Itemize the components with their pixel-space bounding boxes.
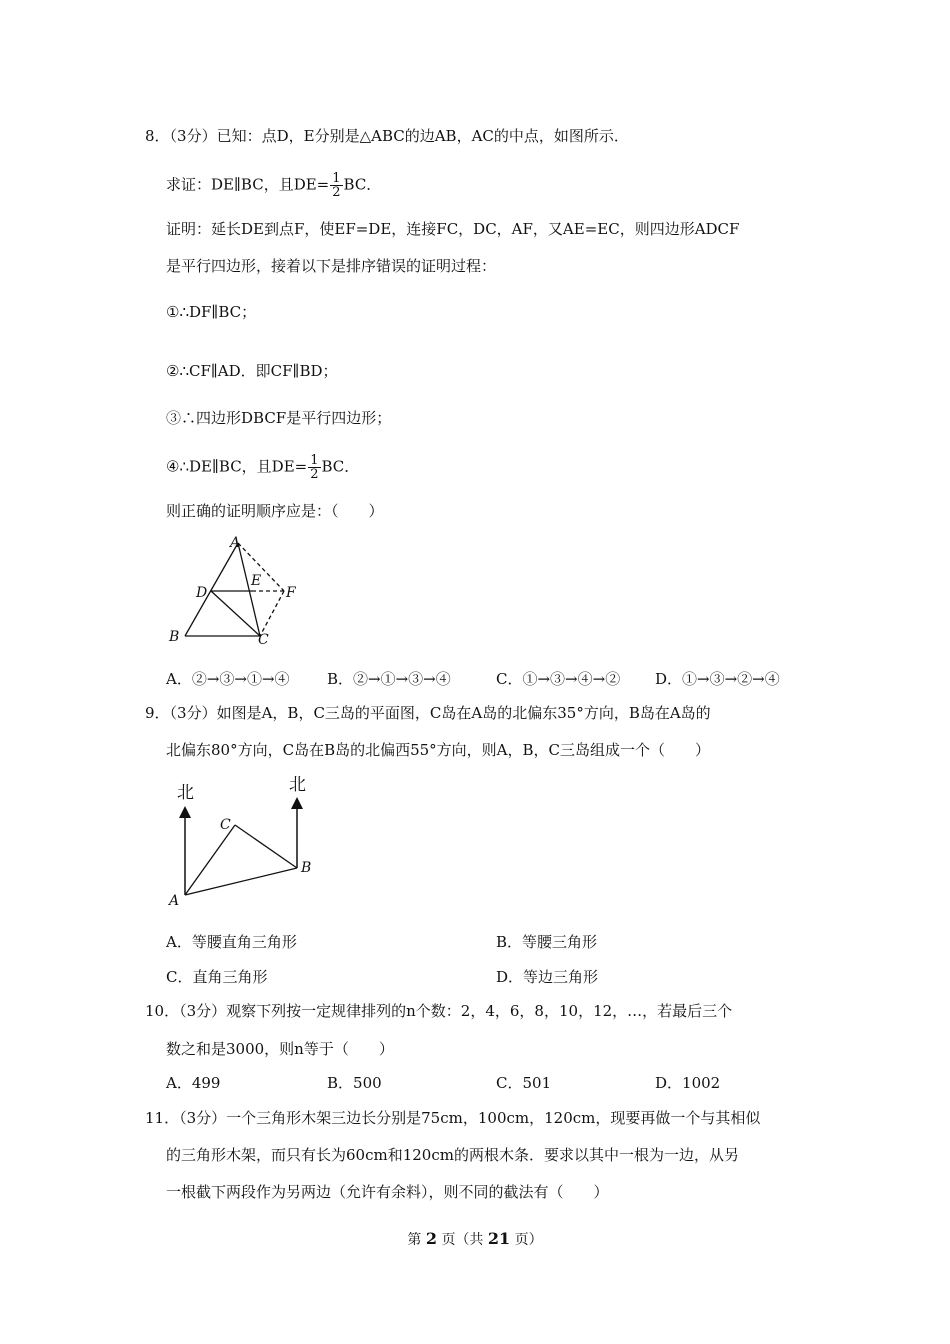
q8-step4-fraction [308, 454, 320, 481]
q8-prove-rest: DE∥BC，且DE= [211, 175, 330, 194]
q8-step4-frac-num: 1 [310, 453, 319, 468]
q8-option-c-text: ①→③→④→② [522, 670, 621, 688]
q8-option-b-label: B． [327, 670, 354, 688]
q9-option-d-label: D． [496, 968, 524, 986]
q9-label-c: C [220, 817, 231, 833]
q10-option-b-text: 500 [353, 1074, 382, 1092]
q8-option-c-label: C． [496, 670, 523, 688]
q8-number: 8． [145, 127, 170, 145]
q8-prove-end: BC． [343, 175, 382, 194]
q10-option-d[interactable] [655, 1073, 720, 1093]
q10-option-c-label: C． [496, 1074, 523, 1092]
q10-option-a-label: A． [166, 1074, 192, 1092]
q9-option-d[interactable] [496, 967, 598, 987]
q9-number: 9． [145, 704, 170, 722]
q8-label-d: D [196, 585, 208, 601]
q8-label-e: E [251, 573, 262, 589]
q8-step4-post: BC． [321, 457, 360, 476]
q10-option-d-text: 1002 [682, 1074, 721, 1092]
q10-option-c-text: 501 [522, 1074, 552, 1092]
q8-ask: 则正确的证明顺序应是：（ ） [166, 502, 384, 520]
q9-label-b: B [301, 860, 312, 876]
q8-step2: ②∴CF∥AD．即CF∥BD； [166, 362, 338, 380]
q9-option-b-text: 等腰三角形 [522, 933, 598, 951]
q10-option-d-label: D． [655, 1074, 683, 1092]
q8-step1: ①∴DF∥BC； [166, 303, 257, 321]
q8-proof-line2: 是平行四边形，接着以下是排序错误的证明过程： [166, 257, 497, 275]
q8-step4 [166, 454, 359, 481]
q9-label-a: A [169, 893, 180, 909]
q8-step4-frac-den: 2 [310, 467, 319, 482]
q11-line3: 一根截下两段作为另两边（允许有余料），则不同的截法有（ ） [166, 1183, 609, 1201]
q8-frac-den: 2 [332, 185, 341, 200]
q8-score: （3分） [169, 127, 217, 145]
q8-option-d-text: ①→③→②→④ [682, 670, 780, 688]
q8-label-f: F [286, 585, 296, 601]
q8-option-a-label: A． [166, 670, 192, 688]
q9-option-a-label: A． [166, 933, 192, 951]
q8-option-d-label: D． [655, 670, 683, 688]
q10-option-b-label: B． [327, 1074, 354, 1092]
q9-option-c-text: 直角三角形 [192, 968, 268, 986]
q10-line2: 数之和是3000，则n等于（ ） [166, 1040, 394, 1058]
q8-option-a-text: ②→③→①→④ [191, 670, 290, 688]
q9-option-a[interactable] [166, 932, 297, 952]
q9-option-b[interactable] [496, 932, 597, 952]
q9-score: （3分） [169, 704, 217, 722]
footer-post: 页） [514, 1232, 543, 1248]
q10-option-c[interactable] [496, 1073, 551, 1093]
q8-text: 已知：点D，E分别是△ABC的边AB，AC的中点，如图所示． [216, 127, 629, 145]
q8-prove [166, 172, 381, 199]
q11-line2: 的三角形木架，而只有长为60cm和120cm的两根木条．要求以其中一根为一边，从另 [166, 1146, 739, 1164]
q9-stem [145, 703, 711, 723]
q8-diagram [160, 533, 310, 648]
q10-option-b[interactable] [327, 1073, 382, 1093]
q8-label-b: B [169, 629, 180, 645]
q8-option-a[interactable] [166, 669, 290, 689]
q10-option-a-text: 499 [191, 1074, 221, 1092]
q8-stem [145, 126, 629, 146]
q8-option-d[interactable] [655, 669, 780, 689]
footer-mid: 页（共 [441, 1232, 484, 1248]
page-footer [0, 1229, 950, 1249]
q9-line1: 如图是A，B，C三岛的平面图，C岛在A岛的北偏东35°方向，B岛在A岛的 [216, 704, 711, 722]
q8-label-a: A [230, 535, 241, 551]
footer-pre: 第 [407, 1232, 422, 1248]
q8-step4-pre: ④∴DE∥BC，且DE= [166, 457, 308, 476]
q9-north-label-a: 北 [177, 783, 194, 803]
q9-option-c[interactable] [166, 967, 268, 987]
q8-prove-label: 求证： [166, 175, 212, 194]
q8-step3: ③∴四边形DBCF是平行四边形； [166, 409, 392, 427]
q10-number: 10． [145, 1002, 180, 1020]
q8-option-c[interactable] [496, 669, 620, 689]
q8-frac-num: 1 [332, 171, 341, 186]
q8-proof-line1: 证明：延长DE到点F，使EF=DE，连接FC，DC，AF，又AE=EC，则四边形ADCF [166, 220, 740, 238]
q8-fraction [330, 172, 342, 199]
q9-option-a-text: 等腰直角三角形 [191, 933, 297, 951]
q11-number: 11． [145, 1109, 180, 1127]
footer-total-pages: 21 [487, 1229, 511, 1248]
q8-label-c: C [258, 632, 269, 648]
q9-option-c-label: C． [166, 968, 193, 986]
q8-option-b[interactable] [327, 669, 451, 689]
q9-line2: 北偏东80°方向，C岛在B岛的北偏西55°方向，则A，B，C三岛组成一个（ ） [166, 741, 711, 759]
q10-stem [145, 1001, 732, 1021]
q9-north-label-b: 北 [289, 775, 306, 795]
q9-option-d-text: 等边三角形 [523, 968, 599, 986]
footer-page-number: 2 [425, 1229, 437, 1248]
q8-option-b-text: ②→①→③→④ [353, 670, 451, 688]
q10-line1: 观察下列按一定规律排列的n个数：2，4，6，8，10，12，…，若最后三个 [226, 1002, 733, 1020]
q10-score: （3分） [179, 1002, 227, 1020]
q10-option-a[interactable] [166, 1073, 220, 1093]
q11-line1: 一个三角形木架三边长分别是75cm，100cm，120cm，现要再做一个与其相似 [226, 1109, 761, 1127]
q9-option-b-label: B． [496, 933, 523, 951]
q9-diagram [160, 772, 330, 912]
q11-stem [145, 1108, 760, 1128]
q11-score: （3分） [179, 1109, 227, 1127]
